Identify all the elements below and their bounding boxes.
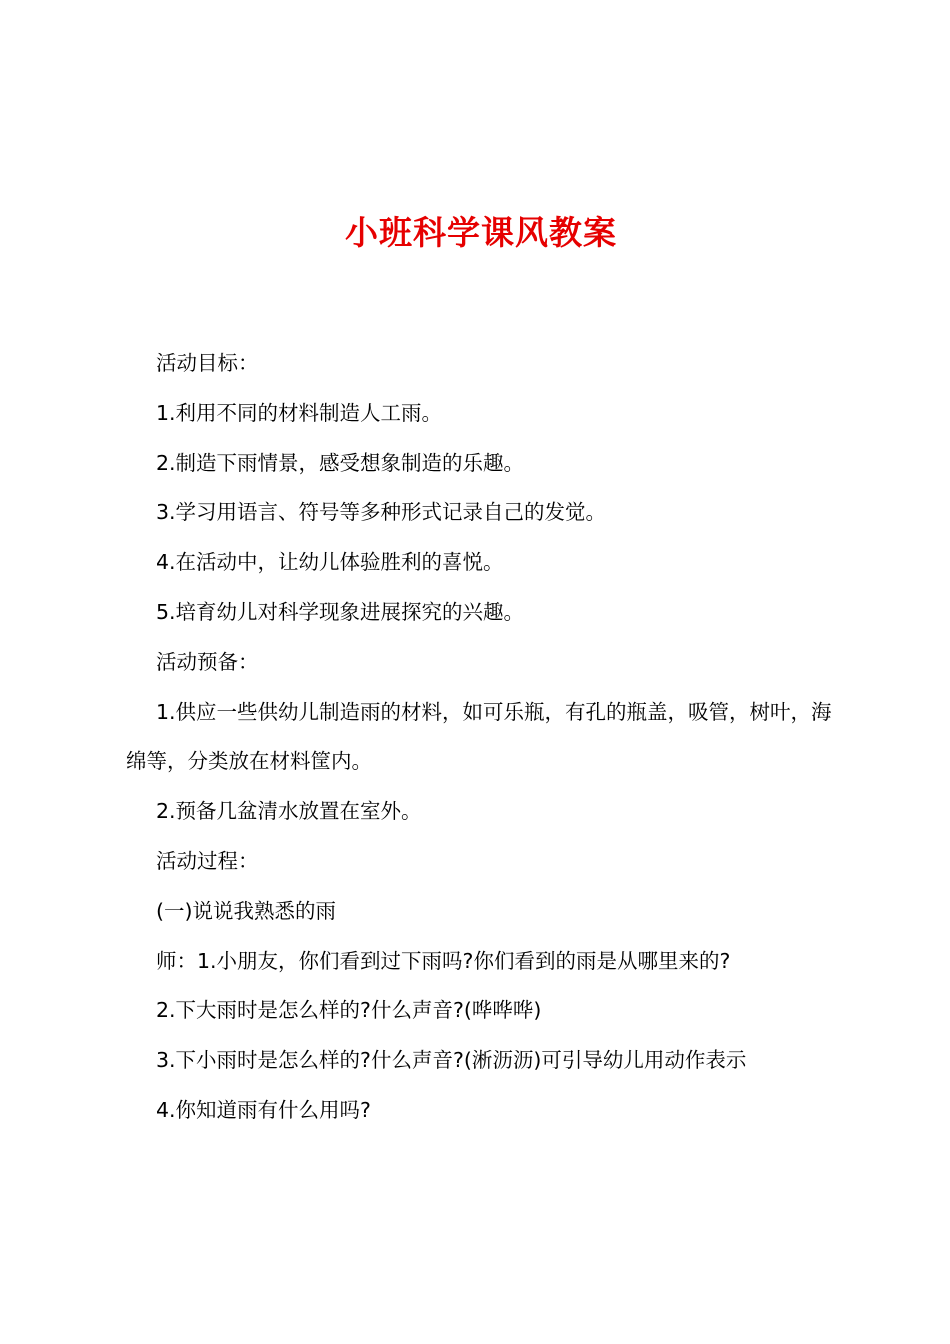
document-body (126, 339, 836, 1136)
process-item: 3.下小雨时是怎么样的?什么声音?(淅沥沥)可引导幼儿用动作表示 (156, 1048, 747, 1073)
heading-activity-preparation: 活动预备： (156, 649, 259, 674)
goal-item: 1.利用不同的材料制造人工雨。 (156, 400, 443, 425)
goal-item: 5.培育幼儿对科学现象进展探究的兴趣。 (156, 599, 525, 624)
preparation-item: 2.预备几盆清水放置在室外。 (156, 799, 422, 824)
heading-activity-goals: 活动目标： (156, 351, 259, 375)
process-item: 4.你知道雨有什么用吗? (156, 1097, 371, 1122)
document-title: 小班科学课风教案 (345, 213, 617, 252)
process-section-heading: (一)说说我熟悉的雨 (156, 898, 336, 923)
process-item: 2.下大雨时是怎么样的?什么声音?(哗哗哗) (156, 998, 542, 1023)
preparation-item: 1.供应一些供幼儿制造雨的材料，如可乐瓶，有孔的瓶盖，吸管，树叶，海绵等，分类放在材料筐内。 (126, 699, 832, 774)
goal-item: 4.在活动中，让幼儿体验胜利的喜悦。 (156, 550, 504, 575)
heading-activity-process: 活动过程： (156, 848, 259, 873)
goal-item: 3.学习用语言、符号等多种形式记录自己的发觉。 (156, 500, 607, 525)
goal-item: 2.制造下雨情景，感受想象制造的乐趣。 (156, 450, 525, 475)
process-item: 师：1.小朋友，你们看到过下雨吗?你们看到的雨是从哪里来的? (156, 948, 731, 973)
